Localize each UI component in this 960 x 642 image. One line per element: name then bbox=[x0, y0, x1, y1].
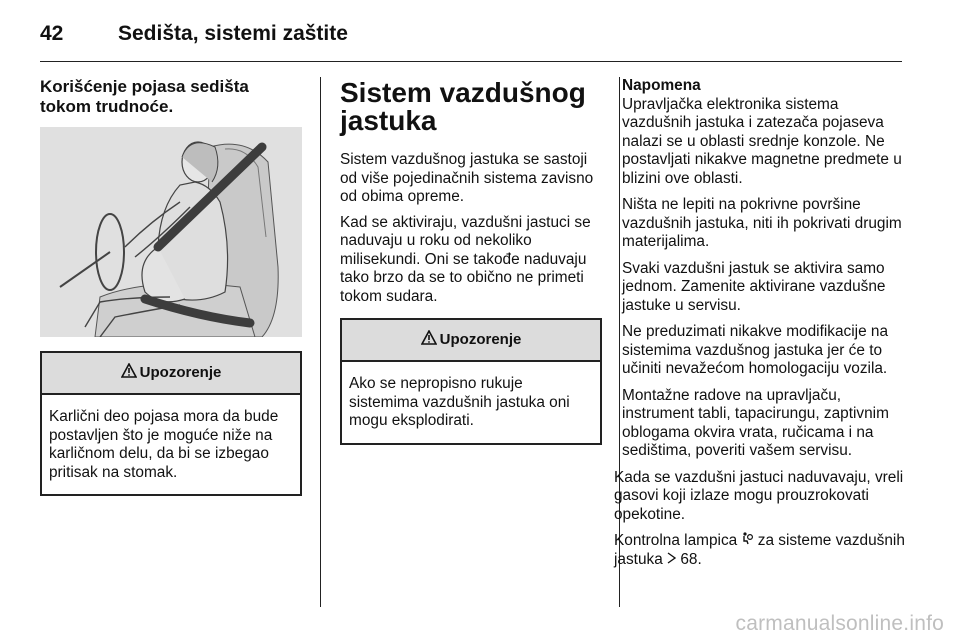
lamp-text-before: Kontrolna lampica bbox=[614, 532, 738, 549]
column-right bbox=[614, 77, 907, 577]
column-left bbox=[40, 77, 302, 496]
pregnant-woman-seatbelt-illustration bbox=[40, 127, 302, 337]
column-divider-1 bbox=[320, 77, 321, 607]
header-divider bbox=[40, 61, 902, 62]
airbag-lamp-paragraph bbox=[614, 532, 907, 569]
pregnancy-seatbelt-heading: Korišćenje pojasa sedišta tokom trudnoće. bbox=[40, 77, 249, 116]
note-title: Napomena bbox=[622, 77, 701, 94]
airbag-paragraph-2: Kad se aktiviraju, vazdušni jastuci se naduvaju u roku od nekoliko milisekundi. Oni se takođe naduvaju tako brzo da se to obično ne primeti tokom sudara. bbox=[340, 213, 591, 305]
page-number: 42 bbox=[40, 22, 64, 45]
warning-triangle-icon bbox=[121, 363, 137, 384]
lamp-text-after: za sisteme vazdušnih jastuka bbox=[614, 532, 905, 568]
note-paragraph-1: Upravljačka elektronika sistema vazdušnih jastuka i zatezača pojaseva nalazi se u oblasti srednje konzole. Ne postavljati nikakve magnetne predmete u blizini ove oblasti. bbox=[622, 95, 902, 187]
column-middle bbox=[340, 77, 602, 445]
warning-header bbox=[342, 320, 600, 362]
note-block bbox=[622, 77, 907, 461]
warning-header bbox=[42, 353, 300, 395]
note-paragraph-5: Montažne radove na upravljaču, instrument tabli, tapacirungu, zaptivnim oblogama okvira vrata, ručicama i na sedištima, poveriti vašem servisu. bbox=[622, 386, 889, 459]
note-paragraph-4: Ne preduzimati nikakve modifikacije na sistemima vazdušnog jastuka jer će to učiniti nevažećom homologaciju vozila. bbox=[622, 323, 889, 377]
warning-text: Ako se nepropisno rukuje sistemima vazdušnih jastuka oni mogu eksplodirati. bbox=[349, 375, 570, 429]
pregnancy-warning-box bbox=[40, 351, 302, 496]
warning-title: Upozorenje bbox=[139, 363, 222, 381]
page-header bbox=[40, 16, 910, 56]
airbag-system-heading: Sistem vazdušnog jastuka bbox=[340, 77, 586, 136]
airbag-lamp-icon bbox=[741, 532, 753, 551]
column-divider-2 bbox=[619, 77, 620, 607]
warning-triangle-icon bbox=[421, 330, 437, 351]
warning-text: Karlični deo pojasa mora da bude postavljen što je moguće niže na karličnom delu, da bi se izbegao pritisak na stomak. bbox=[49, 408, 279, 481]
hot-gas-paragraph: Kada se vazdušni jastuci naduvavaju, vreli gasovi koji izlaze mogu prouzrokovati opekotine. bbox=[614, 468, 904, 523]
note-paragraph-2: Ništa ne lepiti na pokrivne površine vazdušnih jastuka, niti ih pokrivati drugim materijalima. bbox=[622, 196, 902, 250]
warning-title: Upozorenje bbox=[439, 330, 522, 348]
airbag-paragraph-1: Sistem vazdušnog jastuka se sastoji od više pojedinačnih sistema zavisno od obima opreme. bbox=[340, 151, 594, 205]
chapter-title: Sedišta, sistemi zaštite bbox=[118, 22, 348, 45]
page-reference-arrow-icon bbox=[667, 551, 676, 570]
page-reference-link[interactable]: 68. bbox=[680, 550, 702, 568]
watermark: carmanualsonline.info bbox=[735, 612, 944, 635]
airbag-warning-box bbox=[340, 318, 602, 445]
note-paragraph-3: Svaki vazdušni jastuk se aktivira samo jednom. Zamenite aktivirane vazdušne jastuke u servisu. bbox=[622, 259, 886, 314]
